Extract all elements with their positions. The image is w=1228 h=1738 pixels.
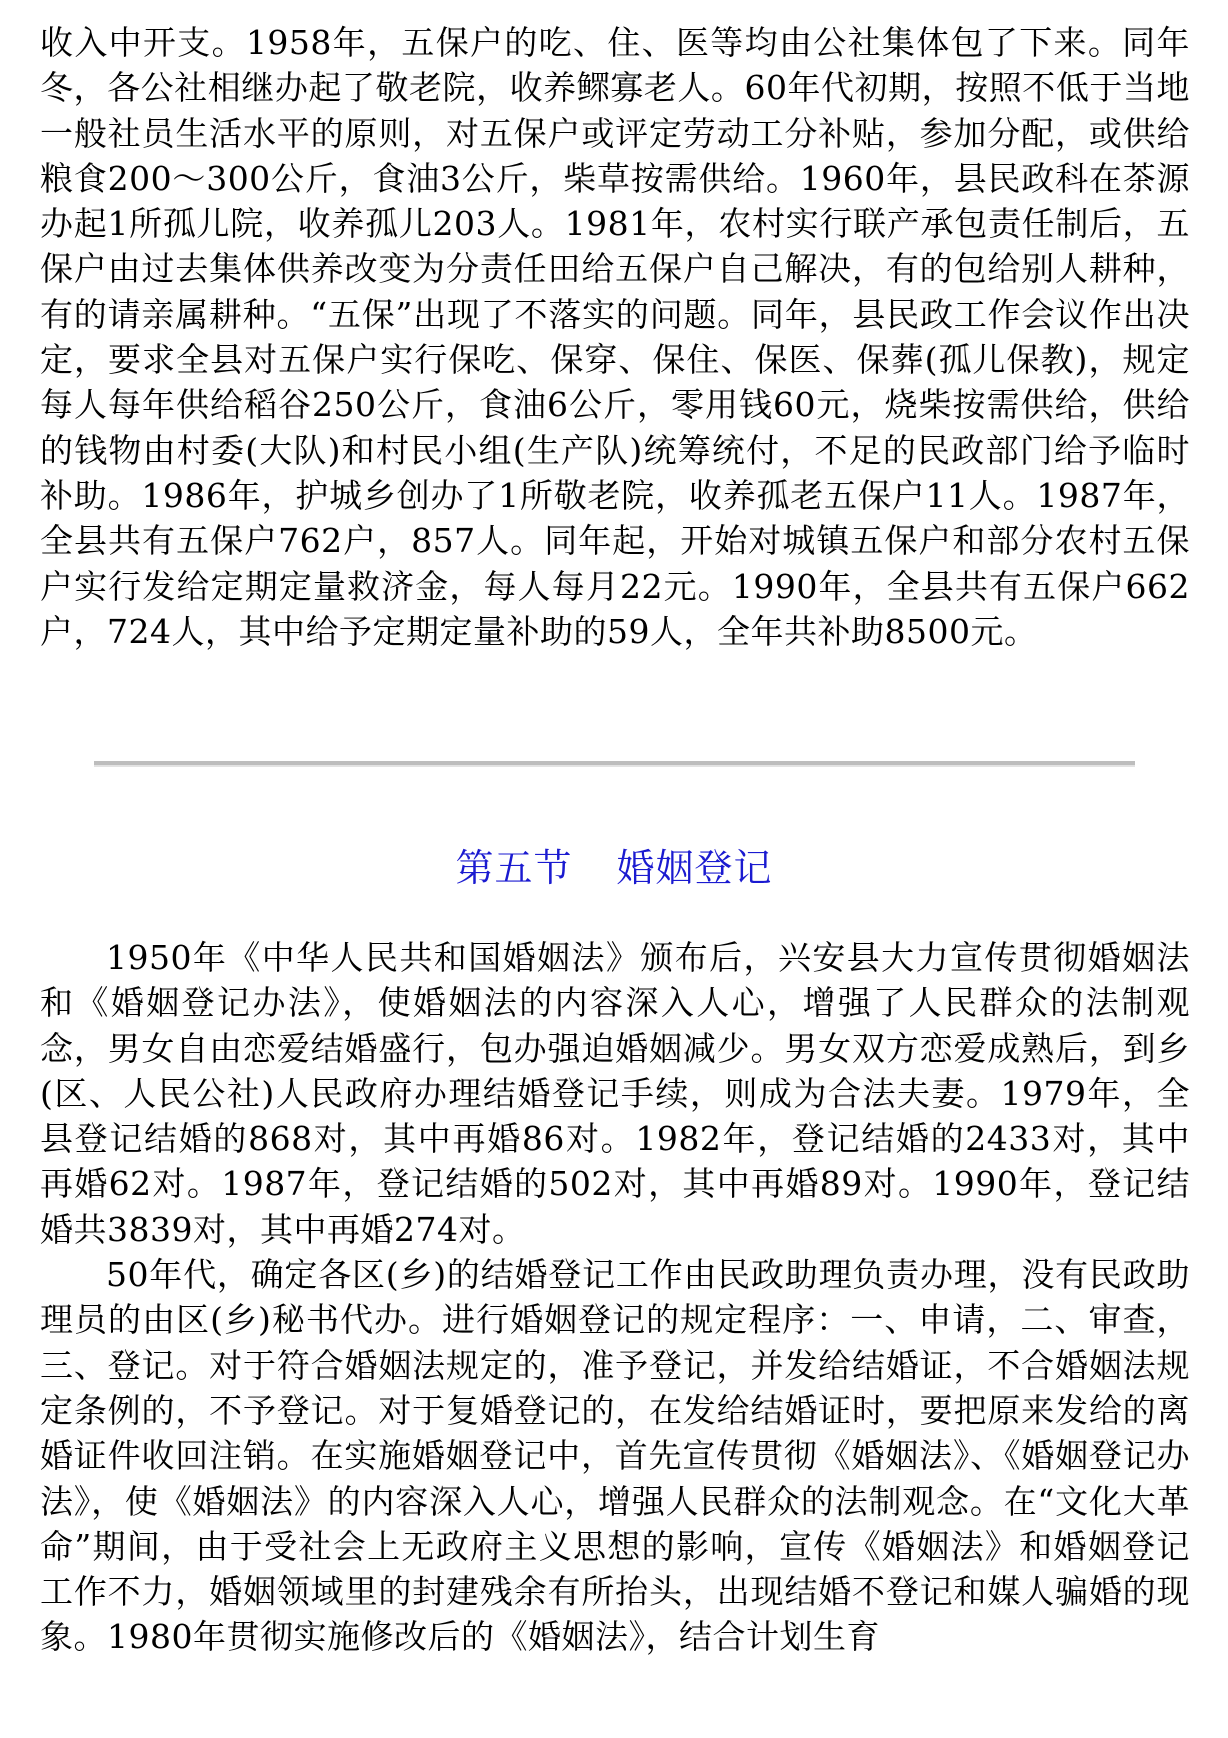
section-divider bbox=[94, 761, 1135, 767]
document-page-section bbox=[40, 935, 1190, 1660]
intro-paragraph: 收入中开支。1958年，五保户的吃、住、医等均由公社集体包了下来。同年冬，各公社相继办起了敬老院，收养鳏寡老人。60年代初期，按照不低于当地一般社员生活水平的原则，对五保户或评定劳动工分补贴，参加分配，或供给粮食200～300公斤，食油3公斤，柴草按需供给。1960年，县民政科在茶源办起1所孤儿院，收养孤儿203人。1981年，农村实行联产承包责任制后，五保户由过去集体供养改变为分责任田给五保户自己解决，有的包给别人耕种，有的请亲属耕种。“五保”出现了不落实的问题。同年，县民政工作会议作出决定，要求全县对五保户实行保吃、保穿、保住、保医、保葬(孤儿保教)，规定每人每年供给稻谷250公斤，食油6公斤，零用钱60元，烧柴按需供给，供给的钱物由村委(大队)和村民小组(生产队)统筹统付，不足的民政部门给予临时补助。1986年，护城乡创办了1所敬老院，收养孤老五保户11人。1987年，全县共有五保户762户，857人。同年起，开始对城镇五保户和部分农村五保户实行发给定期定量救济金，每人每月22元。1990年，全县共有五保户662户，724人，其中给予定期定量补助的59人，全年共补助8500元。 bbox=[40, 23, 1190, 651]
section-title-text: 婚姻登记 bbox=[616, 846, 773, 890]
section-number: 第五节 bbox=[455, 846, 573, 890]
section-heading bbox=[0, 842, 1228, 894]
document-page-top bbox=[40, 20, 1190, 654]
section-paragraph: 50年代，确定各区(乡)的结婚登记工作由民政助理负责办理，没有民政助理员的由区(乡)秘书代办。进行婚姻登记的规定程序：一、申请，二、审查，三、登记。对于符合婚姻法规定的，准予登记，并发给结婚证，不合婚姻法规定条例的，不予登记。对于复婚登记的，在发给结婚证时，要把原来发给的离婚证件收回注销。在实施婚姻登记中，首先宣传贯彻《婚姻法》、《婚姻登记办法》，使《婚姻法》的内容深入人心，增强人民群众的法制观念。在“文化大革命”期间，由于受社会上无政府主义思想的影响，宣传《婚姻法》和婚姻登记工作不力，婚姻领域里的封建残余有所抬头，出现结婚不登记和媒人骗婚的现象。1980年贯彻实施修改后的《婚姻法》，结合计划生育 bbox=[40, 1255, 1190, 1657]
section-paragraph: 1950年《中华人民共和国婚姻法》颁布后，兴安县大力宣传贯彻婚姻法和《婚姻登记办法》，使婚姻法的内容深入人心，增强了人民群众的法制观念，男女自由恋爱结婚盛行，包办强迫婚姻减少。男女双方恋爱成熟后，到乡(区、人民公社)人民政府办理结婚登记手续，则成为合法夫妻。1979年，全县登记结婚的868对，其中再婚86对。1982年，登记结婚的2433对，其中再婚62对。1987年，登记结婚的502对，其中再婚89对。1990年，登记结婚共3839对，其中再婚274对。 bbox=[40, 938, 1190, 1249]
